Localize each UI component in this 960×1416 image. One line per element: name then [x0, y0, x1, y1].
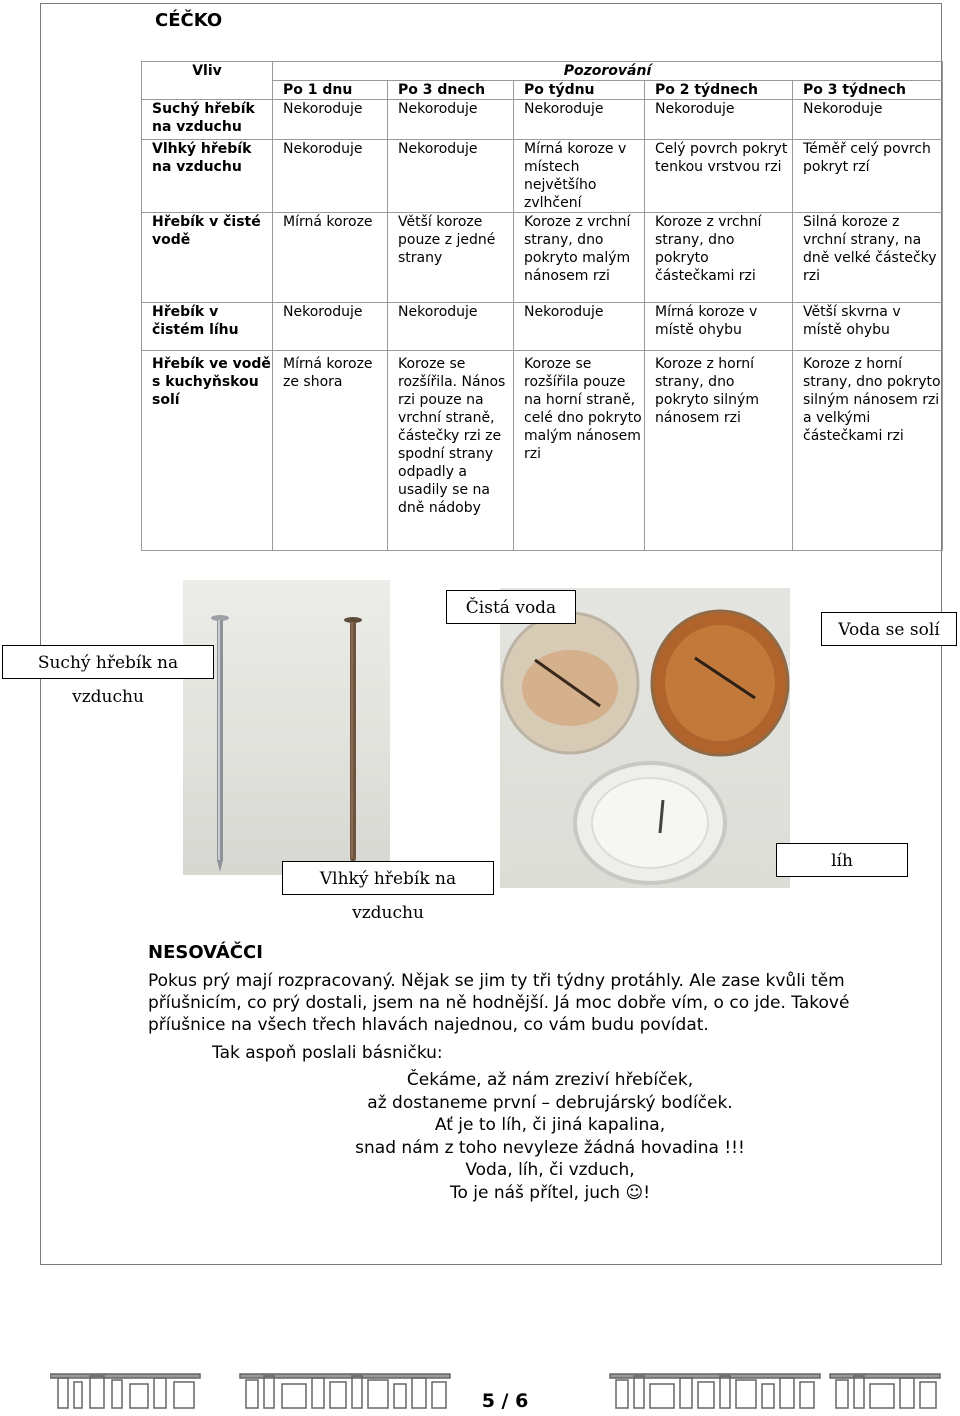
table-cell: Mírná koroze ze shora [273, 351, 388, 551]
poem-line: snad nám z toho nevyleze žádná hovadina !!! [355, 1137, 745, 1158]
label-salt-water: Voda se solí [821, 612, 957, 646]
poem [300, 1069, 800, 1204]
table-cell: Nekoroduje [273, 303, 388, 351]
table-cell: Koroze se rozšířila. Nános rzi pouze na vrchní straně, částečky rzi ze spodní strany odpadly a usadily se na dně nádoby [388, 351, 514, 551]
table-cell: Koroze z horní strany, dno pokryto silným nánosem rzi [645, 351, 793, 551]
table-cell: Větší skvrna v místě ohybu [793, 303, 943, 351]
nesovacci-paragraph: Pokus prý mají rozpracovaný. Nějak se jim ty tři týdny protáhly. Ale zase kvůli těm příušnicím, co prý dostali, jsem na ně hodnější. Já moc dobře vím, o co jde. Takové příušnice na všech třech hlavách najednou, co vám budu povídat. [148, 971, 850, 1035]
col-header: Po 2 týdnech [645, 81, 793, 100]
table-cell: Nekoroduje [388, 100, 514, 140]
table-cell: Nekoroduje [514, 303, 645, 351]
poem-line: Ať je to líh, či jiná kapalina, [434, 1115, 666, 1135]
table-row [142, 140, 943, 213]
label-wet-nail: Vlhký hřebík na vzduchu [282, 861, 494, 895]
table-cell: Mírná koroze v místě ohybu [645, 303, 793, 351]
table-cell: Nekoroduje [273, 100, 388, 140]
table-cell: Větší koroze pouze z jedné strany [388, 213, 514, 303]
table-cell: Koroze z horní strany, dno pokryto silným nánosem rzi a velkými částečkami rzi [793, 351, 943, 551]
header-pozorovani: Pozorování [273, 62, 943, 81]
label-dry-nail: Suchý hřebík na vzduchu [2, 645, 214, 679]
table-cell: Mírná koroze v místech největšího zvlhčení [514, 140, 645, 213]
section-title: CÉČKO [155, 10, 223, 31]
label-alcohol: líh [776, 843, 908, 877]
table-cell: Silná koroze z vrchní strany, na dně velké částečky rzi [793, 213, 943, 303]
table-cell: Nekoroduje [793, 100, 943, 140]
jars-photo [500, 588, 790, 888]
table-row [142, 351, 943, 551]
poem-line: To je náš přítel, juch ☺! [449, 1182, 651, 1203]
observation-table [141, 61, 943, 551]
table-cell: Mírná koroze [273, 213, 388, 303]
col-header: Po 3 týdnech [793, 81, 943, 100]
poem-line: až dostaneme první – debrujárský bodíček. [367, 1092, 733, 1113]
col-header: Po 1 dnu [273, 81, 388, 100]
col-header: Po 3 dnech [388, 81, 514, 100]
row-label: Vlhký hřebík na vzduchu [142, 140, 273, 213]
table-cell: Nekoroduje [514, 100, 645, 140]
poem-intro: Tak aspoň poslali básničku: [212, 1043, 443, 1063]
table-cell: Nekoroduje [273, 140, 388, 213]
table-cell: Nekoroduje [388, 303, 514, 351]
col-header: Po týdnu [514, 81, 645, 100]
nesovacci-title: NESOVÁČCI [148, 942, 263, 963]
poem-line: Voda, líh, či vzduch, [465, 1160, 635, 1180]
nails-illustration [183, 580, 390, 875]
table-cell: Nekoroduje [645, 100, 793, 140]
header-vliv: Vliv [142, 62, 273, 100]
row-label: Hřebík v čisté vodě [142, 213, 273, 303]
row-label: Hřebík ve vodě s kuchyňskou solí [142, 351, 273, 551]
label-clean-water: Čistá voda [446, 590, 576, 624]
nails-photo [183, 580, 390, 875]
table-cell: Koroze z vrchní strany, dno pokryto malým nánosem rzi [514, 213, 645, 303]
table-cell: Celý povrch pokryt tenkou vrstvou rzi [645, 140, 793, 213]
poem-line: Čekáme, až nám zreziví hřebíček, [406, 1070, 694, 1090]
row-label: Suchý hřebík na vzduchu [142, 100, 273, 140]
table-cell: Koroze z vrchní strany, dno pokryto částečkami rzi [645, 213, 793, 303]
table-cell: Nekoroduje [388, 140, 514, 213]
jars-illustration [500, 588, 790, 888]
table-cell: Téměř celý povrch pokryt rzí [793, 140, 943, 213]
row-label: Hřebík v čistém líhu [142, 303, 273, 351]
table-row [142, 100, 943, 140]
table-cell: Koroze se rozšířila pouze na horní straně, celé dno pokryto malým nánosem rzi [514, 351, 645, 551]
page-number: 5 / 6 [455, 1386, 555, 1414]
table-row [142, 213, 943, 303]
table-row [142, 303, 943, 351]
